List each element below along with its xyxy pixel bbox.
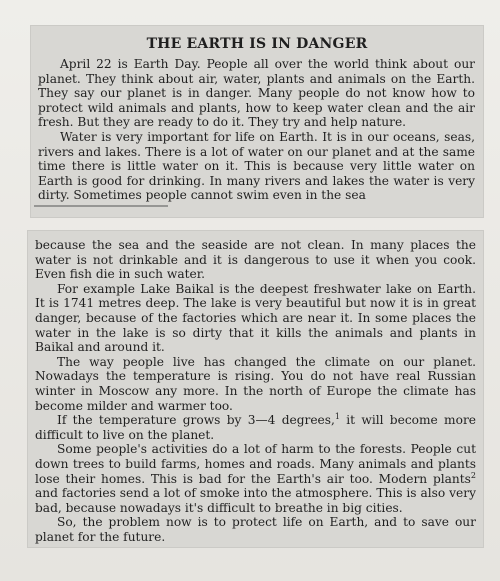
paragraph-lake-baikal: For example Lake Baikal is the deepest freshwater lake on Earth. It is 1741 metres deep. The lake is very beautiful but now it is in great danger, because of the factories which are near it. In some places the water in the lake is so dirty that it kills the animals and plants in Baikal and around it. bbox=[35, 281, 476, 355]
temperature-text-b: it will become more difficult to live on the planet. bbox=[35, 413, 476, 442]
footnote-marker-1: 1 bbox=[334, 412, 340, 422]
text-block-top bbox=[30, 25, 484, 218]
paragraph-earth-day: April 22 is Earth Day. People all over the world think about our planet. They think about air, water, plants and animals on the Earth. They say our planet is in danger. Many people do not know how to protect wild animals and plants, how to keep water clean and the air fresh. But they are ready to do it. They try and help nature. bbox=[38, 57, 475, 130]
forests-text-a: Some people's activities do a lot of harm to the forests. People cut down trees to build farms, homes and roads. Many animals and plants lose their homes. This is bad for the Earth's air too. Modern plants bbox=[35, 442, 476, 486]
paragraph-forests bbox=[27, 442, 484, 515]
temperature-text-a: If the temperature grows by 3—4 degrees, bbox=[57, 413, 335, 428]
paragraph-water: Water is very important for life on Earth. It is in our oceans, seas, rivers and lakes. There is a lot of water on our planet and at the same time there is little water on it. This is because very little water on Earth is good for drinking. In many rivers and lakes the water is very dirty. Sometimes people cannot swim even in the sea bbox=[38, 129, 475, 203]
paragraph-climate: The way people live has changed the climate on our planet. Nowadays the temperature is rising. You do not have real Russian winter in Moscow any more. In the north of Europe the climate has become milder and warmer too. bbox=[35, 354, 476, 413]
paragraph-temperature bbox=[27, 413, 484, 442]
forests-text-b: and factories send a lot of smoke into the atmosphere. This is also very bad, because nowadays it's difficult to breathe in big cities. bbox=[35, 486, 476, 515]
paragraph-water-continued: because the sea and the seaside are not clean. In many places the water is not drinkable and it is dangerous to use it when you cook. Even fish die in such water. bbox=[35, 238, 476, 282]
pencil-underline bbox=[34, 205, 168, 207]
article-title: THE EARTH IS IN DANGER bbox=[146, 36, 368, 52]
text-block-bottom bbox=[27, 230, 484, 548]
paragraph-conclusion: So, the problem now is to protect life on Earth, and to save our planet for the future. bbox=[35, 515, 476, 544]
footnote-marker-2: 2 bbox=[470, 470, 476, 480]
